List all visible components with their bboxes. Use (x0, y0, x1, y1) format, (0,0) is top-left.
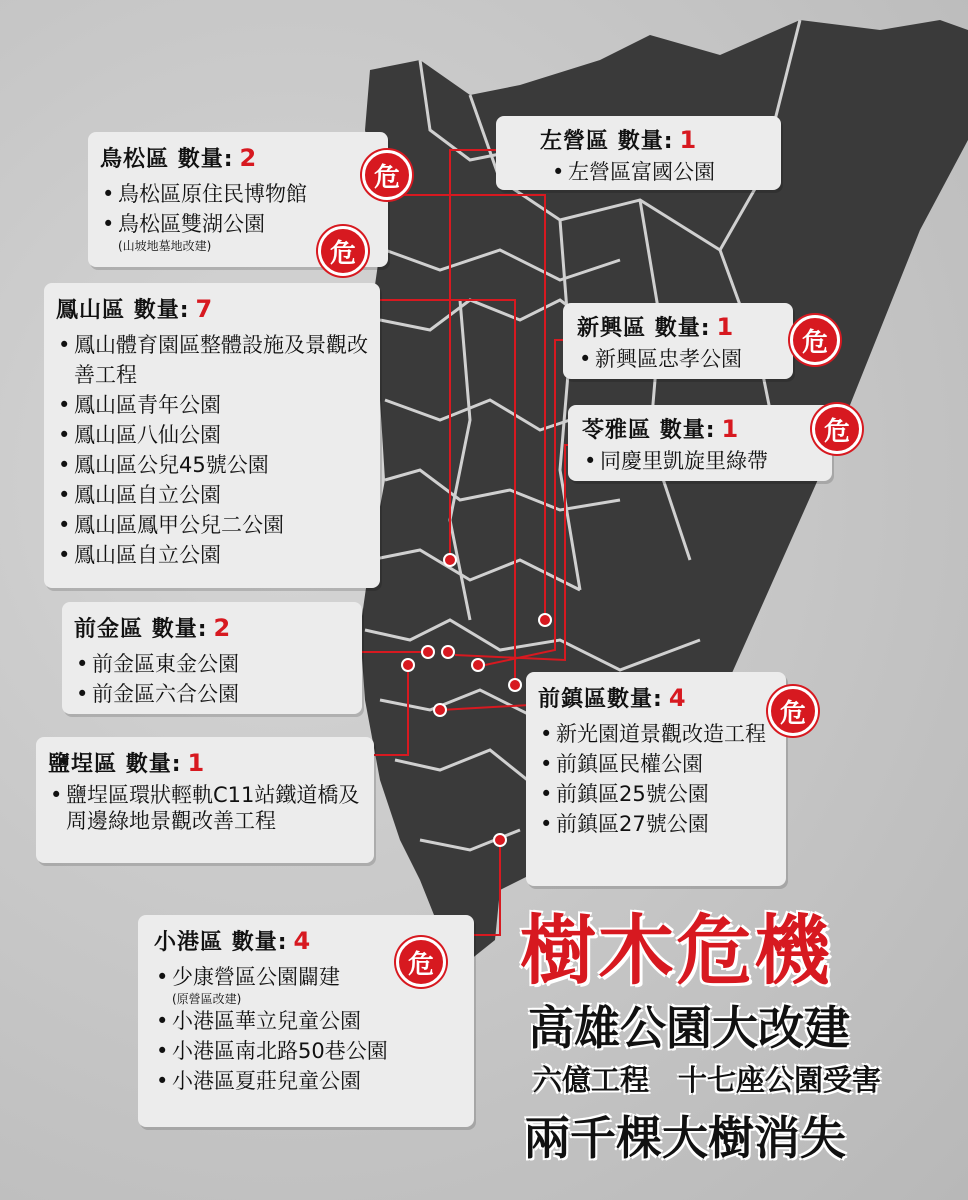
list-item: • 鳥松區原住民博物館 (100, 179, 376, 209)
park-list (577, 344, 779, 374)
district-header: 鳥松區 數量: 2 (100, 144, 258, 172)
district-card-yancheng (36, 737, 374, 863)
list-item: • 小港區華立兒童公園 (154, 1006, 458, 1036)
park-count: 1 (679, 126, 698, 154)
list-item: • 鳳山體育園區整體設施及景觀改善工程 (56, 330, 368, 390)
district-header: 前鎮區數量: 4 (538, 684, 687, 712)
headline-line1: 高雄公園大改建 (528, 1001, 850, 1055)
district-card-qianjin (62, 602, 362, 714)
park-count: 4 (668, 684, 687, 712)
headline-line3: 兩千棵大樹消失 (524, 1111, 846, 1165)
district-header: 鹽埕區 數量: 1 (48, 749, 206, 777)
list-item: • 鳳山區青年公園 (56, 390, 368, 420)
park-count: 1 (716, 313, 735, 341)
danger-badge: 危 (318, 226, 368, 276)
district-header: 左營區 數量: 1 (540, 126, 698, 154)
district-header: 新興區 數量: 1 (577, 313, 735, 341)
park-count: 4 (293, 927, 312, 955)
park-list (48, 782, 362, 834)
park-count: 2 (239, 144, 258, 172)
park-list (582, 446, 818, 476)
danger-badge: 危 (362, 150, 412, 200)
park-list (74, 649, 350, 709)
district-header: 小港區 數量: 4 (154, 927, 312, 955)
headline-main: 樹木危機 (520, 906, 832, 995)
list-item: • 新興區忠孝公園 (577, 344, 779, 374)
danger-badge: 危 (790, 315, 840, 365)
list-item: • 鳳山區公兒45號公園 (56, 450, 368, 480)
danger-badge: 危 (768, 686, 818, 736)
headline-line2: 六億工程 十七座公園受害 (533, 1063, 882, 1097)
district-header: 鳳山區 數量: 7 (56, 295, 214, 323)
list-item: • 少康營區公園闢建 (原營區改建) (154, 962, 458, 1006)
park-count: 2 (213, 614, 232, 642)
danger-badge: 危 (396, 937, 446, 987)
list-item: • 前鎮區27號公園 (538, 809, 774, 839)
list-item: • 前鎮區25號公園 (538, 779, 774, 809)
list-item: • 小港區夏莊兒童公園 (154, 1066, 458, 1096)
list-item: • 前鎮區民權公園 (538, 749, 774, 779)
list-item: • 鹽埕區環狀輕軌C11站鐵道橋及周邊綠地景觀改善工程 (48, 782, 362, 834)
park-count: 1 (721, 415, 740, 443)
park-list (510, 157, 767, 187)
district-card-fengshan (44, 283, 380, 588)
park-count: 1 (187, 749, 206, 777)
list-item: • 鳥松區雙湖公園 (山坡地墓地改建) (100, 209, 376, 253)
list-item: • 同慶里凱旋里綠帶 (582, 446, 818, 476)
list-item: • 鳳山區自立公園 (56, 540, 368, 570)
district-card-zuoying (496, 116, 781, 190)
item-note: (山坡地墓地改建) (118, 239, 212, 253)
list-item: • 小港區南北路50巷公園 (154, 1036, 458, 1066)
item-note: (原營區改建) (172, 992, 242, 1006)
district-card-qianzhen (526, 672, 786, 886)
danger-badge: 危 (812, 404, 862, 454)
list-item: • 鳳山區自立公園 (56, 480, 368, 510)
district-header: 前金區 數量: 2 (74, 614, 232, 642)
district-card-lingya (568, 405, 832, 481)
list-item: • 鳳山區鳳甲公兒二公園 (56, 510, 368, 540)
district-header: 苓雅區 數量: 1 (582, 415, 740, 443)
list-item: • 前金區六合公園 (74, 679, 350, 709)
list-item: • 前金區東金公園 (74, 649, 350, 679)
list-item: • 鳳山區八仙公園 (56, 420, 368, 450)
list-item: • 新光園道景觀改造工程 (538, 719, 774, 749)
park-count: 7 (195, 295, 214, 323)
park-list (538, 719, 774, 839)
park-list (56, 330, 368, 570)
district-card-xinxing (563, 303, 793, 379)
list-item: • 左營區富國公園 (550, 157, 767, 187)
